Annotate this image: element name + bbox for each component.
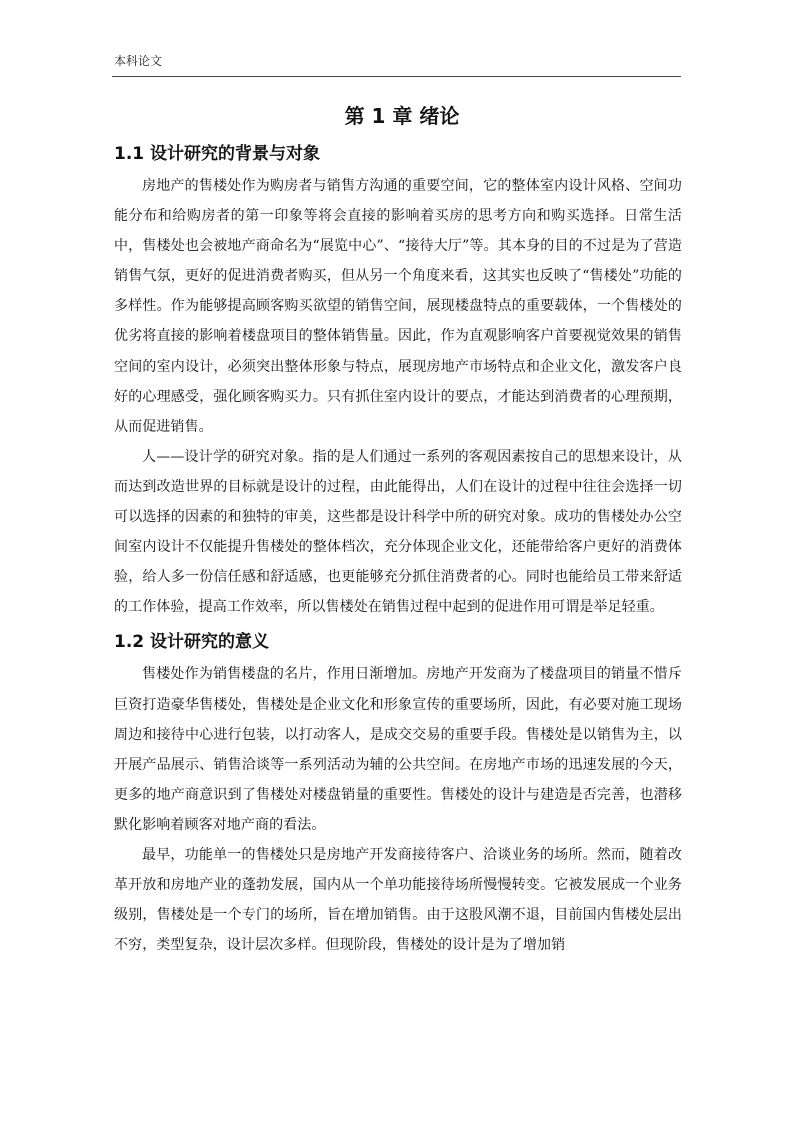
section-heading-1-2: 1.2 设计研究的意义 [114, 632, 270, 653]
header-divider [112, 76, 681, 77]
paragraph-1-1-a: 房地产的售楼处作为购房者与销售方沟通的重要空间，它的整体室内设计风格、空间功能分布和给购房者的第一印象等将会直接的影响着买房的思考方向和购买选择。日常生活中，售楼处也会被地产商命名为“展览中心”、“接待大厅”等。其本身的目的不过是为了营造销售气氛，更好的促进消费者购买，但从另一个角度来看，这其实也反映了“售楼处”功能的多样性。作为能够提高顾客购买欲望的销售空间，展现楼盘特点的重要载体，一个售楼处的优劣将直接的影响着楼盘项目的整体销售量。因此，作为直观影响客户首要视觉效果的销售空间的室内设计，必须突出整体形象与特点，展现房地产市场特点和企业文化，激发客户良好的心理感受，强化顾客购买力。只有抓住室内设计的要点，才能达到消费者的心理预期，从而促进销售。 [114, 178, 682, 435]
running-header: 本科论文 [114, 54, 163, 68]
paragraph-1-2-b: 最早，功能单一的售楼处只是房地产开发商接待客户、洽谈业务的场所。然而，随着改革开放和房地产业的蓬勃发展，国内从一个单功能接待场所慢慢转变。它被发展成一个业务级别，售楼处是一个专门的场所，旨在增加销售。由于这股风潮不退，目前国内售楼处层出不穷，类型复杂，设计层次多样。但现阶段，售楼处的设计是为了增加销 [114, 846, 682, 954]
chapter-title: 第 1 章 绪论 [344, 104, 460, 128]
section-heading-1-1: 1.1 设计研究的背景与对象 [114, 144, 321, 164]
page-body [114, 96, 682, 960]
paragraph-1-1-b: 人——设计学的研究对象。指的是人们通过一系列的客观因素按自己的思想来设计，从而达到改造世界的目标就是设计的过程，由此能得出，人们在设计的过程中往往会选择一切可以选择的因素的和独特的审美，这些都是设计科学中所的研究对象。成功的售楼处办公空间室内设计不仅能提升售楼处的整体档次，充分体现企业文化，还能带给客户更好的消费体验，给人多一份信任感和舒适感，也更能够充分抓住消费者的心。同时也能给员工带来舒适的工作体验，提高工作效率，所以售楼处在销售过程中起到的促进作用可谓是举足轻重。 [114, 448, 682, 616]
paragraph-1-2-a: 售楼处作为销售楼盘的名片，作用日渐增加。房地产开发商为了楼盘项目的销量不惜斥巨资打造豪华售楼处，售楼处是企业文化和形象宣传的重要场所，因此，有必要对施工现场周边和接待中心进行包装，以打动客人，是成交交易的重要手段。售楼处是以销售为主，以开展产品展示、销售洽谈等一系列活动为辅的公共空间。在房地产市场的迅速发展的今天，更多的地产商意识到了售楼处对楼盘销量的重要性。售楼处的设计与建造是否完善，也潜移默化影响着顾客对地产商的看法。 [114, 666, 682, 833]
